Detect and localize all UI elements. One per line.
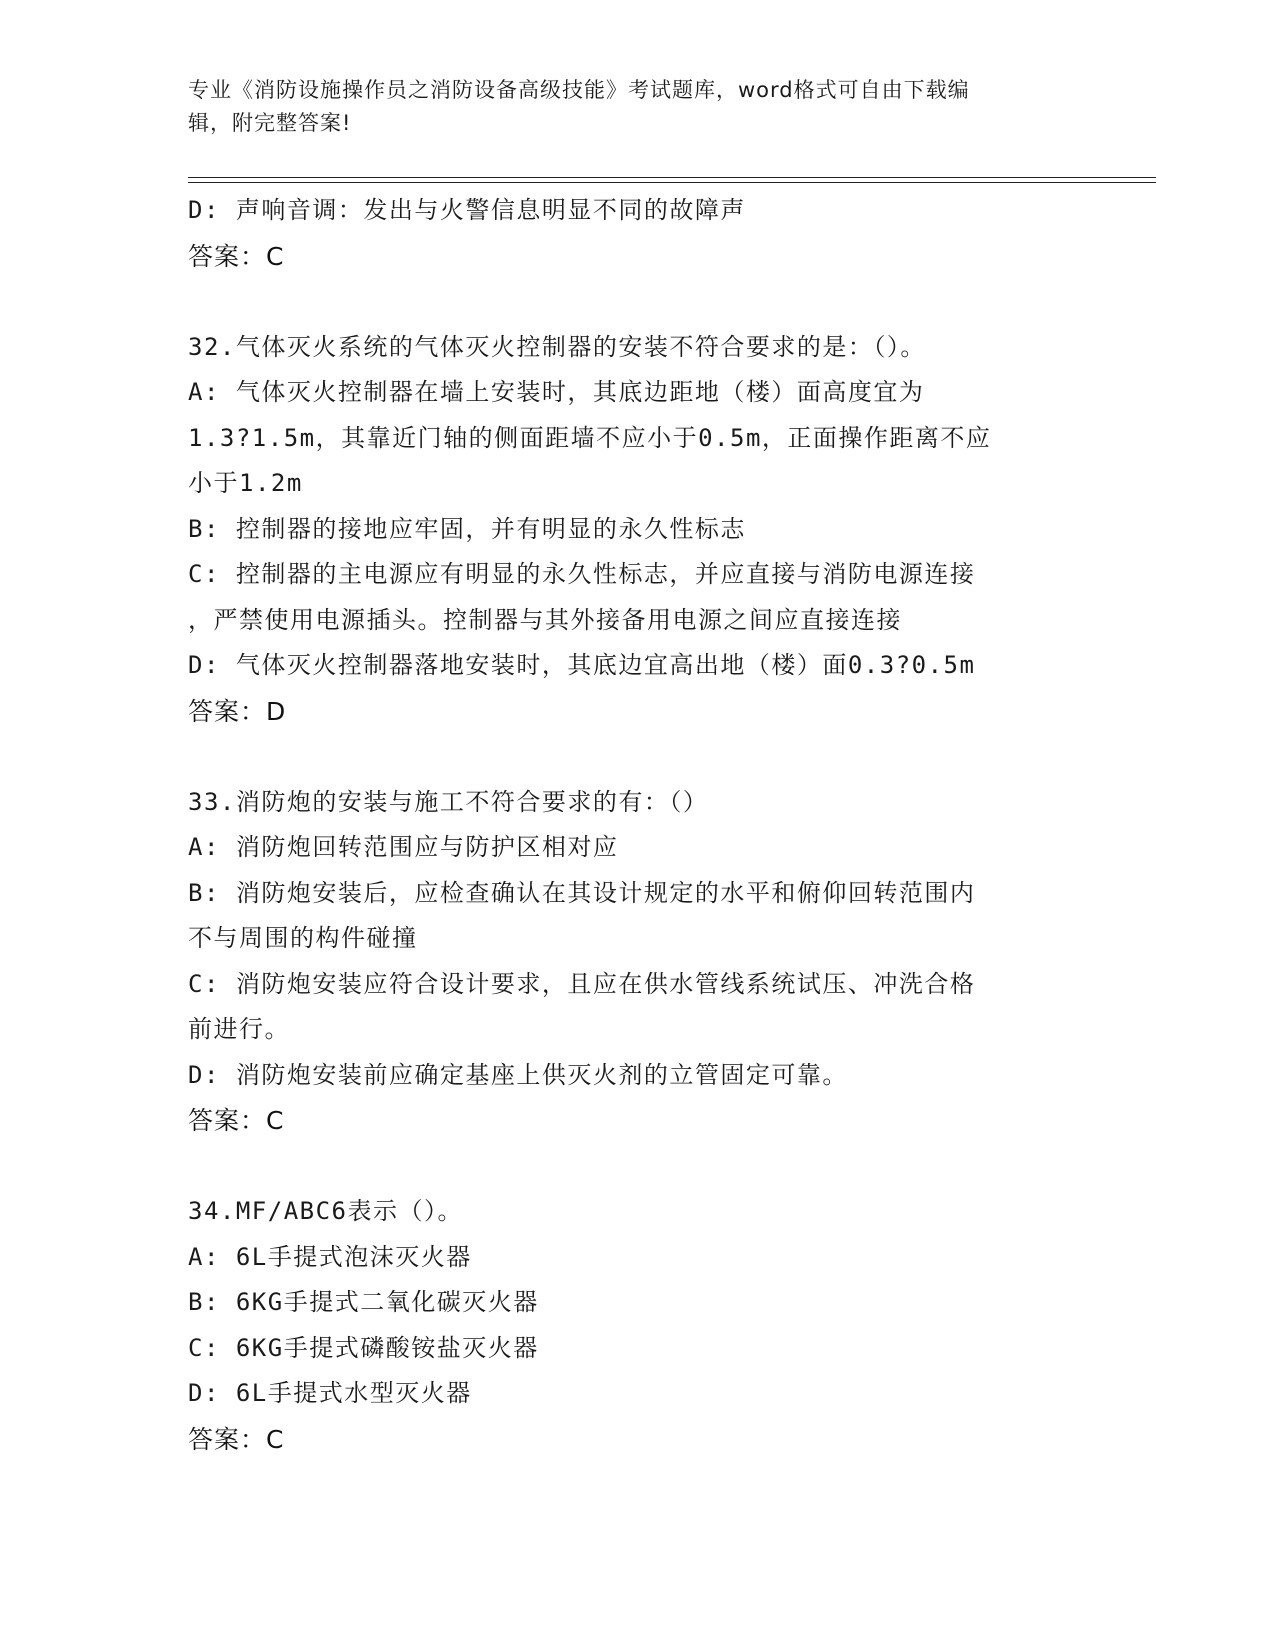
question-list — [188, 188, 1088, 1462]
page-header — [188, 74, 1068, 140]
question-text-line: 小于1.2m — [188, 469, 303, 497]
question-text-line: A: 6L手提式泡沫灭火器 — [188, 1242, 472, 1271]
question-text-line: C: 控制器的主电源应有明显的永久性标志，并应直接与消防电源连接 — [188, 560, 976, 588]
question-text-line: 33.消防炮的安装与施工不符合要求的有：（） — [188, 787, 709, 816]
header-rule-top — [188, 177, 1156, 178]
question-text-line: C: 消防炮安装应符合设计要求，且应在供水管线系统试压、冲洗合格 — [188, 969, 976, 998]
question-text-line: D: 声响音调：发出与火警信息明显不同的故障声 — [188, 196, 746, 224]
question-text-line: D: 气体灭火控制器落地安装时，其底边宜高出地（楼）面0.3?0.5m — [188, 651, 976, 679]
answer-line: 答案：C — [188, 1424, 285, 1454]
block-spacer — [188, 1144, 1088, 1190]
question-block — [188, 1189, 1088, 1462]
question-text-line: D: 消防炮安装前应确定基座上供灭火剂的立管固定可靠。 — [188, 1060, 848, 1089]
question-text-line: B: 6KG手提式二氧化碳灭火器 — [188, 1288, 539, 1316]
question-block — [188, 325, 1088, 735]
question-text-line: 32.气体灭火系统的气体灭火控制器的安装不符合要求的是：（）。 — [188, 332, 926, 361]
question-text-line: D: 6L手提式水型灭火器 — [188, 1379, 472, 1407]
question-text-line: 不与周围的构件碰撞 — [188, 924, 418, 952]
header-line-2: 辑，附完整答案! — [188, 111, 352, 135]
header-line-1: 专业《消防设施操作员之消防设备高级技能》考试题库，word格式可自由下载编 — [188, 78, 970, 102]
question-text-line: A: 气体灭火控制器在墙上安装时，其底边距地（楼）面高度宜为 — [188, 378, 925, 406]
header-rule-bottom — [188, 182, 1156, 183]
answer-line: 答案：D — [188, 696, 287, 726]
question-text-line: 34.MF/ABC6表示（）。 — [188, 1197, 463, 1225]
question-text-line: A: 消防炮回转范围应与防护区相对应 — [188, 833, 619, 861]
question-text-line: ，严禁使用电源插头。控制器与其外接备用电源之间应直接连接 — [188, 605, 902, 634]
question-text-line: B: 控制器的接地应牢固，并有明显的永久性标志 — [188, 514, 746, 543]
question-text-line: 1.3?1.5m，其靠近门轴的侧面距墙不应小于0.5m，正面操作距离不应 — [188, 423, 992, 452]
answer-line: 答案：C — [188, 1106, 285, 1135]
question-block — [188, 188, 1088, 279]
question-text-line: B: 消防炮安装后，应检查确认在其设计规定的水平和俯仰回转范围内 — [188, 878, 976, 907]
question-text-line: 前进行。 — [188, 1015, 290, 1043]
answer-line: 答案：C — [188, 241, 285, 271]
block-spacer — [188, 279, 1088, 325]
block-spacer — [188, 734, 1088, 780]
question-text-line: C: 6KG手提式磷酸铵盐灭火器 — [188, 1333, 539, 1362]
question-block — [188, 780, 1088, 1144]
